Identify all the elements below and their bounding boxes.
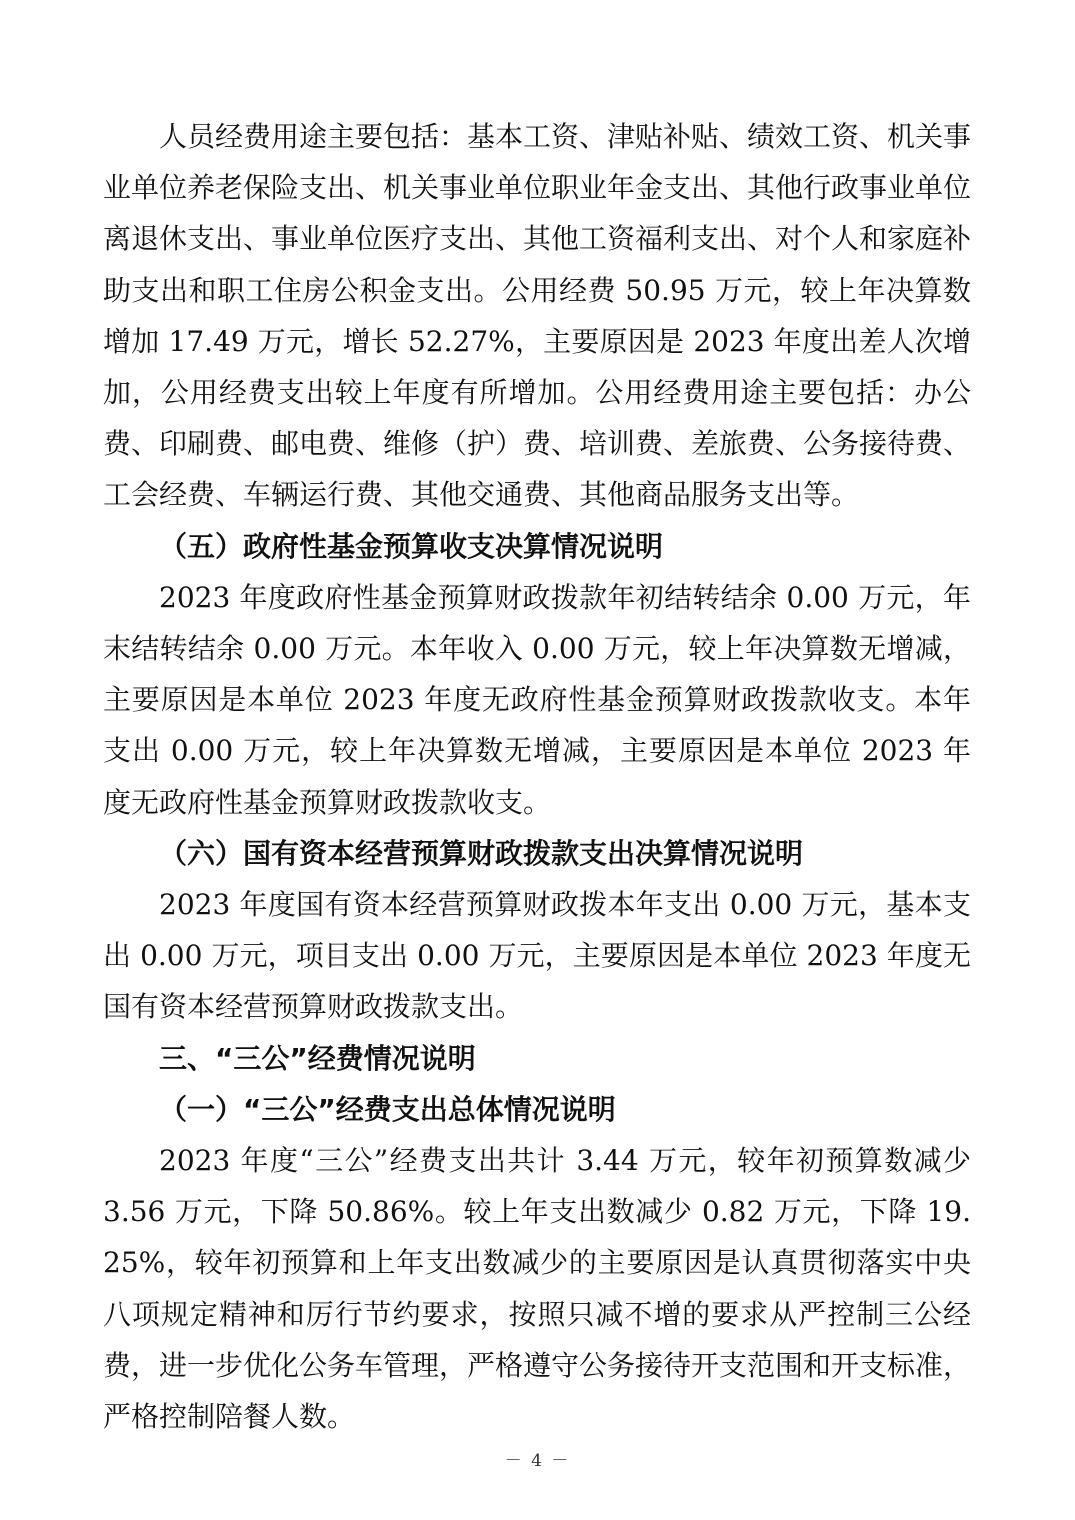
heading-three-public: 三、“三公”经费情况说明 — [159, 1041, 476, 1075]
paragraph-government-fund: 2023 年度政府性基金预算财政拨款年初结转结余 0.00 万元，年末结转结余 0.00 万元。本年收入 0.00 万元，较上年决算数无增减，主要原因是本单位 2023 年度无政府性基金预算财政拨款收支。本年支出 0.00 万元，较上年决算数无增减，主要原因是本单位 2023 年度无政府性基金预算财政拨款收支。 — [103, 580, 971, 819]
document-page — [103, 111, 971, 1442]
heading-state-capital: （六）国有资本经营预算财政拨款支出决算情况说明 — [159, 836, 804, 870]
heading-three-public-overall: （一）“三公”经费支出总体情况说明 — [159, 1092, 616, 1126]
page-number: － 4 － — [504, 1451, 571, 1471]
paragraph-state-capital: 2023 年度国有资本经营预算财政拨本年支出 0.00 万元，基本支出 0.00 万元，项目支出 0.00 万元，主要原因是本单位 2023 年度无国有资本经营预算财政拨款支出。 — [103, 888, 971, 1024]
heading-government-fund: （五）政府性基金预算收支决算情况说明 — [159, 529, 664, 563]
paragraph-three-public-overall: 2023 年度“三公”经费支出共计 3.44 万元，较年初预算数减少 3.56 万元，下降 50.86%。较上年支出数减少 0.82 万元，下降 19.25%，较年初预算和上年支出数减少的主要原因是认真贯彻落实中央八项规定精神和厉行节约要求，按照只减不增的要求从严控制三公经费，进一步优化公务车管理，严格遵守公务接待开支范围和开支标准，严格控制陪餐人数。 — [103, 1144, 972, 1434]
paragraph-personnel-expenses: 人员经费用途主要包括：基本工资、津贴补贴、绩效工资、机关事业单位养老保险支出、机关事业单位职业年金支出、其他行政事业单位离退休支出、事业单位医疗支出、其他工资福利支出、对个人和家庭补助支出和职工住房公积金支出。公用经费 50.95 万元，较上年决算数增加 17.49 万元，增长 52.27%，主要原因是 2023 年度出差人次增加，公用经费支出较上年度有所增加。公用经费用途主要包括：办公费、印刷费、邮电费、维修（护）费、培训费、差旅费、公务接待费、工会经费、车辆运行费、其他交通费、其他商品服务支出等。 — [103, 120, 972, 512]
